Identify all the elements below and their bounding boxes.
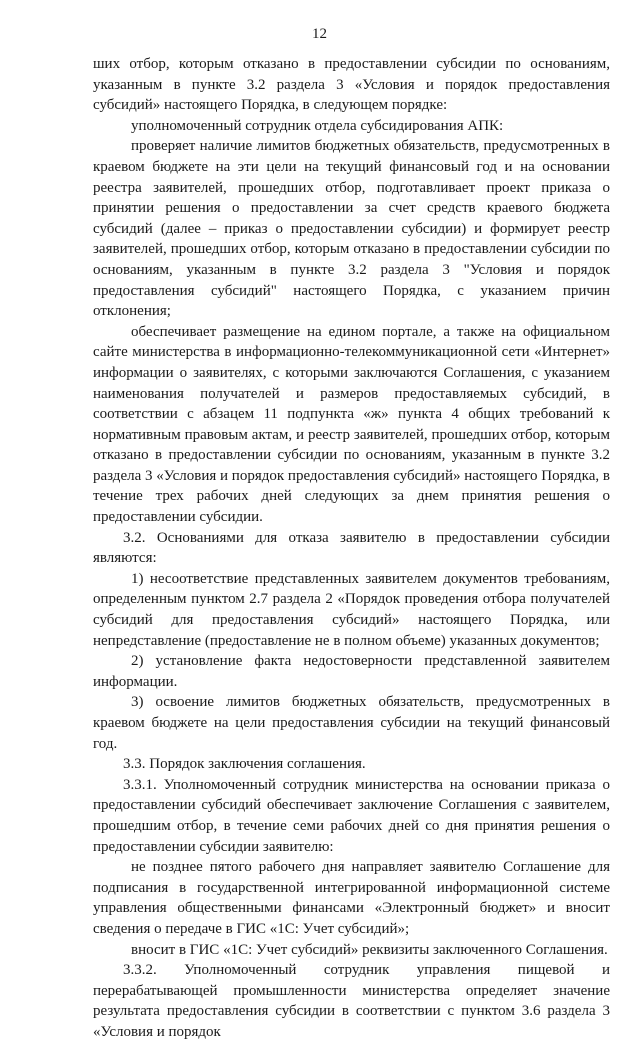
paragraph: обеспечивает размещение на едином портале, а также на официальном сайте министерства в информационно-телекоммуникационной сети «Интернет» информации о заявителях, с которыми заключаются Соглашения, с указанием наименования получателей и размеров предоставляемых субсидий, в соответствии с абзацем 11 подпункта «ж» пункта 4 общих требований к нормативным правовым актам, и реестр заявителей, прошедших отбор, которым отказано в предоставлении субсидии по основаниям, указанным в пункте 3.2 раздела 3 «Условия и порядок предоставления субсидий» настоящего Порядка, в течение трех рабочих дней следующих за днем принятия решения о предоставлении субсидии. <box>93 323 610 526</box>
paragraph: 3.2. Основаниями для отказа заявителю в предоставлении субсидии являются: <box>93 529 610 567</box>
page-number: 12 <box>312 26 327 42</box>
paragraph: вносит в ГИС «1С: Учет субсидий» реквизиты заключенного Соглашения. <box>131 941 608 958</box>
paragraph: 3.3.2. Уполномоченный сотрудник управления пищевой и перерабатывающей промышленности министерства определяет значение результата предоставления субсидии в соответствии с пунктом 3.6 раздела 3 «Условия и порядок <box>93 962 610 1040</box>
paragraph: 3.3.1. Уполномоченный сотрудник министерства на основании приказа о предоставлении субсидий обеспечивает заключение Соглашения с заявителем, прошедшим отбор, в течение семи рабочих дней со дня принятия решения о предоставлении субсидии заявителю: <box>93 776 610 855</box>
paragraph: не позднее пятого рабочего дня направляет заявителю Соглашение для подписания в государственной интегрированной информационной системе управления общественными финансами «Электронный бюджет» и вносит сведения о передаче в ГИС «1С: Учет субсидий»; <box>93 859 610 937</box>
paragraph: 2) установление факта недостоверности представленной заявителем информации. <box>93 653 610 690</box>
paragraph: 3) освоение лимитов бюджетных обязательств, предусмотренных в краевом бюджете на цели предоставления субсидии на текущий финансовый год. <box>93 694 610 752</box>
paragraph: ших отбор, которым отказано в предоставлении субсидии по основаниям, указанным в пункте 3.2 раздела 3 «Условия и порядок предоставления субсидий» настоящего Порядка, в следующем порядке: <box>93 56 610 114</box>
paragraph: 3.3. Порядок заключения соглашения. <box>123 756 366 773</box>
document-body <box>93 54 610 1043</box>
paragraph: проверяет наличие лимитов бюджетных обязательств, предусмотренных в краевом бюджете на эти цели на текущий финансовый год и на основании реестра заявителей, прошедших отбор, подготавливает проект приказа о принятии решения о предоставлении за счет средств краевого бюджета субсидий (далее – приказ о предоставлении субсидии) и формирует реестр заявителей, прошедших отбор, которым отказано в предоставлении субсидии по основаниям, указанным в пункте 3.2 раздела 3 "Условия и порядок предоставления субсидий" настоящего Порядка, с указанием причин отклонения; <box>93 138 610 320</box>
paragraph: 1) несоответствие представленных заявителем документов требованиям, определенным пунктом 2.7 раздела 2 «Порядок проведения отбора получателей субсидий для предоставления субсидий» настоящего Порядка, или непредставление (предоставление не в полном объеме) указанных документов; <box>93 570 610 649</box>
paragraph: уполномоченный сотрудник отдела субсидирования АПК: <box>131 117 504 134</box>
